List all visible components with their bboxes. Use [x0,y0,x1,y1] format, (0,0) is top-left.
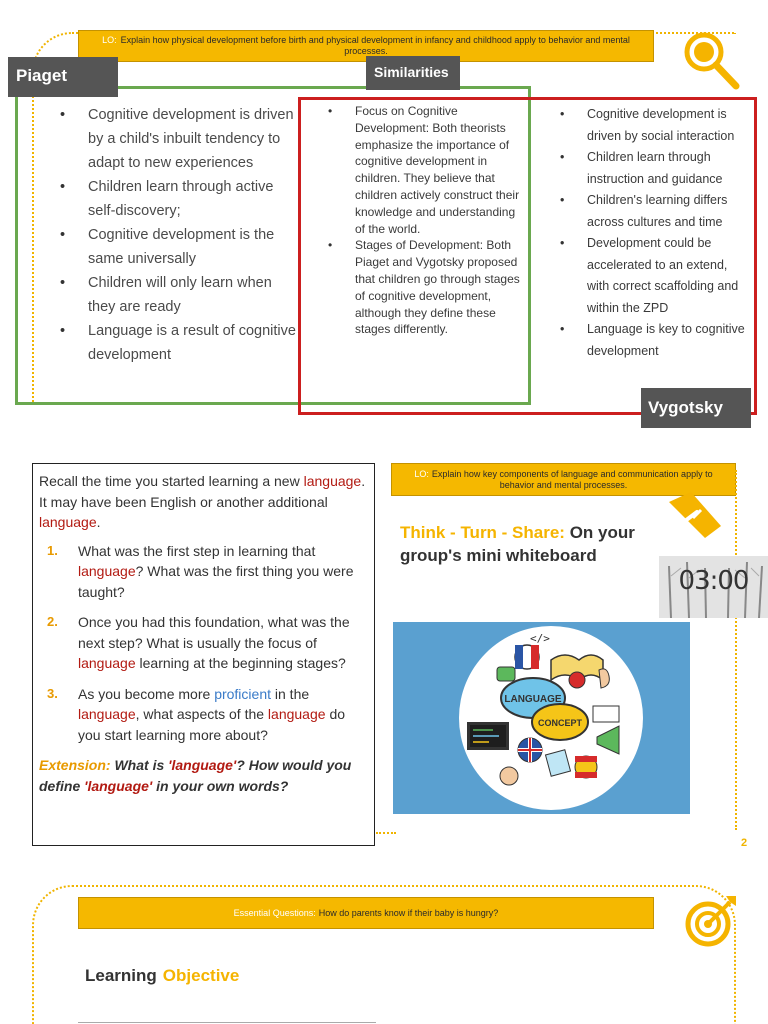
list-item: • Language is key to cognitive development [560,319,750,362]
concept-speech-bubble [532,704,588,740]
think-turn-share-heading [400,521,700,567]
essential-question-bar [78,897,654,929]
think-turn-share-label: Think - Turn - Share: [400,523,565,542]
keyboard-icon [593,706,619,722]
globe-icon [569,672,585,688]
language-concept-graphic [393,622,690,814]
recall-intro-text: . [96,514,101,530]
keyword-language: 'language' [84,777,153,794]
question-list [39,541,368,746]
piaget-label: Piaget [8,57,118,97]
lo-tag: LO: [102,35,117,45]
think-turn-share-text: On your group's mini whiteboard [400,523,635,565]
keyword-language: language [78,655,136,671]
keyword-language: language [78,706,136,722]
recall-intro-text: Recall the time you started learning a new [39,473,300,489]
extension-label: Extension: [39,757,111,773]
question-item [39,684,368,746]
list-item: • Cognitive development is driven by social interaction [560,104,750,147]
language-concept-illustration [393,622,690,814]
keyword-language: language [267,706,326,722]
eq-tag: Essential Questions: [233,908,316,918]
question-number: 3. [47,685,58,701]
vygotsky-label: Vygotsky [641,388,751,428]
target-icon [682,894,738,950]
question-text: ? What was the first thing you were taught? [78,563,354,600]
keyword-language: 'language' [168,757,237,773]
list-item: • Cognitive development is the same universally [60,223,300,271]
piaget-list [60,103,300,367]
similarities-label: Similarities [366,56,460,90]
extension-text: in your own words? [156,777,289,794]
timer-text: 03:00 [678,566,749,596]
france-flag-icon [515,645,539,669]
question-text: , what aspects of the [135,706,265,722]
slide3-divider [78,1022,376,1023]
list-item: • Children's learning differs across cultures and time [560,190,750,233]
list-item: • Stages of Development: Both Piaget and Vygotsky proposed that children go through stages of cognitive development, although they define these stages differently. [326,237,526,338]
question-item [39,612,368,674]
list-item: • Focus on Cognitive Development: Both theorists emphasize the importance of cognitive development in children. They believe that children actively construct their knowledge and understanding of the world. [326,103,526,237]
question-text: What was the first step in learning that [78,542,316,559]
list-item: • Children learn through active self-discovery; [60,175,300,223]
laptop-icon [467,722,509,750]
list-item: • Children learn through instruction and guidance [560,147,750,190]
lo-tag: LO: [414,469,429,479]
question-text: in the [274,685,310,702]
bubble-concept-text: CONCEPT [537,718,583,728]
learning-objective-heading [85,966,239,986]
keyword-language: language [78,563,136,579]
question-item [39,541,368,603]
bubble-language-text: LANGUAGE [504,694,562,705]
question-text: learning at the beginning stages? [139,655,346,671]
question-text: As you become more [78,685,211,702]
spain-flag-icon [575,756,597,778]
lo-text: Explain how key components of language and communication apply to behavior and mental processes. [431,469,713,490]
slide2-dotted-edge [735,470,737,830]
vygotsky-list [560,104,750,362]
code-tag-icon: </> [530,632,550,645]
similarities-list [326,103,526,338]
extension-text: What is [114,757,165,773]
question-text: Once you had this foundation, what was the next step? What is usually the focus of [78,614,350,651]
list-item: • Children will only learn when they are ready [60,271,300,319]
extension-question [39,755,368,796]
recall-intro [39,471,368,533]
objective-label: Objective [162,966,240,985]
keyword-language: language [39,514,97,530]
question-number: 1. [47,542,58,558]
keyword-proficient: proficient [214,685,271,702]
extension-text: ? How would you define [39,757,352,794]
hand-icon [599,669,609,688]
magnifier-icon [678,28,742,92]
eq-text: How do parents know if their baby is hungry? [318,908,499,918]
question-text: do you start learning more about? [78,706,346,743]
list-item: • Language is a result of cognitive development [60,319,300,367]
uk-flag-icon [518,738,542,762]
question-number: 2. [47,614,58,629]
list-item: • Cognitive development is driven by a child's inbuilt tendency to adapt to new experiences [60,103,300,175]
page-number: 2 [741,837,748,849]
slide2-dotted-edge [376,832,396,834]
gesture-icon [500,767,518,785]
recall-intro-text: . It may have been English or another additional [39,473,366,510]
keyword-language: language [303,473,362,489]
countdown-timer [659,556,768,618]
lo-text: Explain how physical development before birth and physical development in infancy and childhood apply to behavior and mental processes. [120,35,630,56]
learning-objective-label: Learning [85,966,157,985]
recall-text-box [32,463,375,846]
list-item: • Development could be accelerated to an extend, with correct scaffolding and within the ZPD [560,233,750,319]
